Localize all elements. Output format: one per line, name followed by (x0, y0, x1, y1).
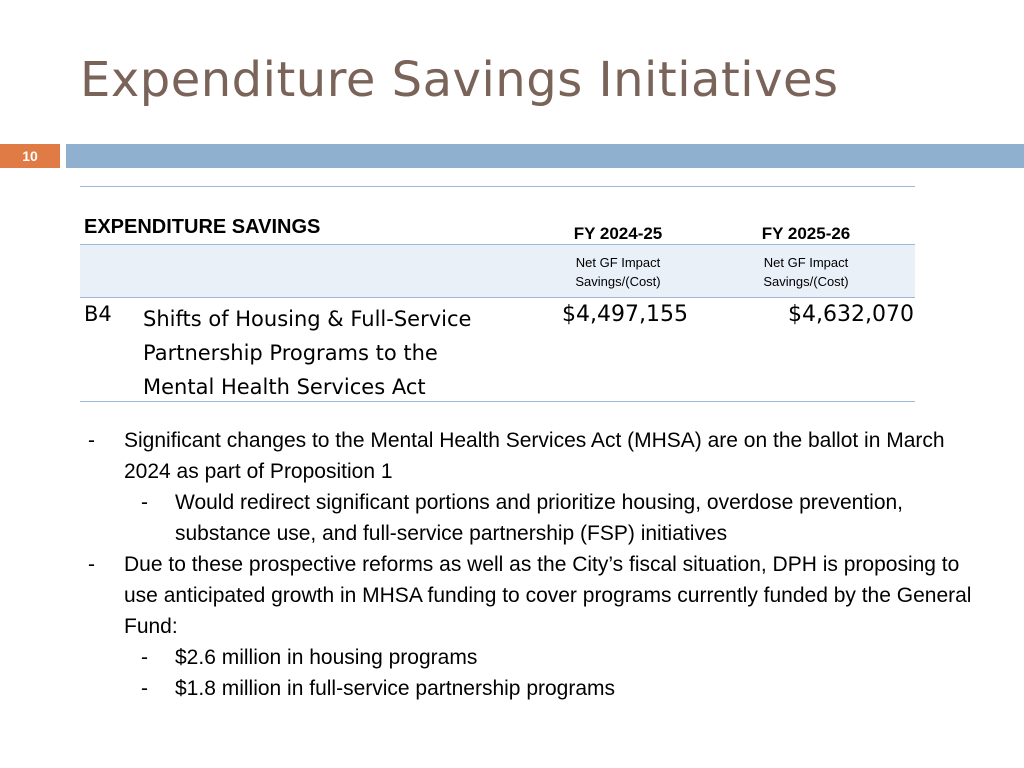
list-item (88, 425, 988, 487)
bullet-dash: - (88, 429, 95, 452)
table-subheader-row (80, 245, 915, 298)
list-item (88, 487, 988, 549)
fy2-amount: $4,632,070 (788, 302, 914, 327)
bullet-text: Significant changes to the Mental Health Services Act (MHSA) are on the ballot in March 2024 as part of Proposition 1 (124, 429, 945, 483)
bullet-dash: - (141, 491, 148, 514)
list-item (88, 673, 988, 704)
fy-2024-25-header: FY 2024-25 (573, 224, 663, 243)
table-row (80, 298, 915, 402)
header-accent-bar (66, 144, 1024, 168)
slide-number: 10 (0, 144, 60, 168)
initiative-code: B4 (84, 302, 112, 326)
expenditure-savings-header: EXPENDITURE SAVINGS (84, 216, 321, 238)
fy1-subheader-line1: Net GF Impact (575, 255, 661, 270)
fy1-amount: $4,497,155 (562, 302, 688, 327)
bullet-dash: - (141, 677, 148, 700)
bullet-text: Due to these prospective reforms as well as the City’s fiscal situation, DPH is proposing to use anticipated growth in MHSA funding to cover programs currently funded by the General Fund: (124, 553, 972, 638)
bullet-text: Would redirect significant portions and prioritize housing, overdose prevention, substance use, and full-service partnership (FSP) initiatives (175, 491, 904, 545)
bullet-list (88, 425, 988, 704)
table-top-rule (80, 186, 915, 187)
initiative-description: Shifts of Housing & Full-Service Partnership Programs to the Mental Health Services Act (143, 307, 472, 399)
bullet-text: $2.6 million in housing programs (175, 646, 478, 669)
list-item (88, 549, 988, 642)
fy1-subheader (543, 253, 693, 291)
list-item (88, 642, 988, 673)
fy2-subheader-line1: Net GF Impact (763, 255, 849, 270)
fy1-subheader-line2: Savings/(Cost) (575, 274, 661, 289)
bullet-dash: - (141, 646, 148, 669)
table-header-row (80, 204, 915, 245)
slide-title: Expenditure Savings Initiatives (80, 52, 839, 108)
bullet-text: $1.8 million in full-service partnership programs (175, 677, 616, 700)
bullet-dash: - (88, 553, 95, 576)
fy2-subheader-line2: Savings/(Cost) (763, 274, 849, 289)
fy2-subheader (731, 253, 881, 291)
fy-2025-26-header: FY 2025-26 (761, 224, 851, 243)
